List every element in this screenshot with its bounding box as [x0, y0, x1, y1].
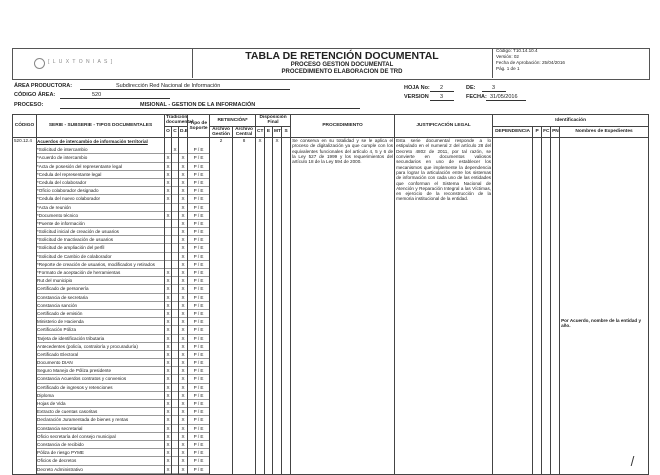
col-d: D.E: [179, 126, 188, 138]
col-tipo-soporte: Tipo de Soporte: [188, 115, 210, 138]
mark-cell: [172, 425, 178, 433]
mark-cell: P / E: [188, 408, 209, 416]
mark-cell: X: [165, 163, 171, 171]
tipo-documental-item: Ministerio de Hacienda: [37, 318, 164, 326]
mark-cell: [172, 359, 178, 367]
mark-cell: X: [179, 228, 187, 236]
tipo-documental-item: Certificado Electoral: [37, 351, 164, 359]
mark-cell: P / E: [188, 163, 209, 171]
mark-cell: P / E: [188, 433, 209, 441]
mark-cell: X: [179, 261, 187, 269]
cell-nombres: Por Acuerdo, nombre de la entidad y año.: [560, 138, 649, 475]
mark-cell: X: [165, 449, 171, 457]
mark-cell: X: [179, 171, 187, 179]
mark-cell: [172, 335, 178, 343]
cell-mt: X: [273, 138, 282, 475]
cell-archivo-gestion: 2: [210, 138, 233, 475]
mark-cell: [172, 212, 178, 220]
cell-pn: [551, 138, 560, 475]
mark-cell: X: [179, 285, 187, 293]
tipo-documental-item: Documento DIAN: [37, 359, 164, 367]
tipo-documental-item: Declaración Juramentada de bienes y rentas: [37, 416, 164, 424]
tipo-documental-item: *Puente de información: [37, 220, 164, 228]
mark-cell: X: [165, 343, 171, 351]
document-title: TABLA DE RETENCIÓN DOCUMENTAL: [245, 50, 439, 62]
mark-cell: [172, 244, 178, 252]
col-codigo: CÓDIGO: [13, 115, 37, 138]
tipo-documental-item: *Documento técnico: [37, 212, 164, 220]
tipo-documental-item: *Cedula del nuevo colaborador: [37, 195, 164, 203]
mark-cell: X: [165, 318, 171, 326]
mark-cell: X: [179, 179, 187, 187]
mark-cell: X: [165, 179, 171, 187]
mark-cell: P / E: [188, 146, 209, 154]
codigo-underline: [60, 98, 170, 99]
cell-procedimiento: Se conserva en su totalidad y se le aplica el proceso de digitalización ya que cumple con los equivalentes funcionales del artículo 4, 5 y 6 de la Ley 527 de 1999 y los requerimientos del artículo 18 de la Ley 594 de 2000.: [291, 138, 395, 475]
col-disposicion: Disposición Final: [256, 115, 291, 127]
col-mt: MT: [273, 126, 282, 138]
mark-cell: [179, 146, 187, 154]
cell-s: [282, 138, 291, 475]
mark-cell: X: [165, 154, 171, 162]
mark-cell: [165, 228, 171, 236]
tipo-documental-item: Rut del municipio: [37, 277, 164, 285]
logo-text: [ L U X T O N I A S ]: [48, 59, 114, 65]
mark-cell: X: [179, 163, 187, 171]
col-s: S: [282, 126, 291, 138]
tipo-documental-item: *Formato de aceptación de herramientas: [37, 269, 164, 277]
tipo-documental-item: Certificado de personería: [37, 285, 164, 293]
mark-cell: [172, 163, 178, 171]
document-subtitle-process: PROCESO GESTION DOCUMENTAL: [290, 62, 394, 68]
tipo-documental-item: *Solicitud de Cambio de colaborador: [37, 253, 164, 261]
mark-cell: [172, 261, 178, 269]
mark-cell: [172, 179, 178, 187]
tipos-documentales-list: [37, 146, 164, 474]
mark-cell: [172, 220, 178, 228]
mark-cell: [172, 343, 178, 351]
mark-cell: P / E: [188, 343, 209, 351]
mark-cell: [165, 146, 171, 154]
tipo-documental-item: *Solicitud de intercambio: [37, 146, 164, 154]
mark-cell: [165, 236, 171, 244]
mark-cell: X: [172, 146, 178, 154]
mark-cell: [165, 244, 171, 252]
mark-cell: X: [179, 244, 187, 252]
mark-cell: X: [179, 466, 187, 474]
mark-cell: P / E: [188, 294, 209, 302]
tipo-documental-item: *Oficio colaborador designado: [37, 187, 164, 195]
mark-cell: P / E: [188, 212, 209, 220]
mark-cell: P / E: [188, 261, 209, 269]
mark-cell: X: [179, 425, 187, 433]
mark-cell: P / E: [188, 179, 209, 187]
meta-code: Código: T10.14.10.4: [496, 48, 538, 53]
tipo-documental-item: Oficios de decretos: [37, 457, 164, 465]
mark-cell: P / E: [188, 277, 209, 285]
mark-cell: X: [165, 310, 171, 318]
tipo-documental-item: *Acuerdo de intercambio: [37, 154, 164, 162]
mark-cell: X: [179, 335, 187, 343]
mark-cell: [172, 253, 178, 261]
tipo-documental-item: Oficio secretaría del consejo municipal: [37, 433, 164, 441]
cell-dependencia: [493, 138, 533, 475]
mark-cell: X: [165, 335, 171, 343]
mark-cell: [172, 367, 178, 375]
mark-cell: X: [179, 310, 187, 318]
mark-cell: X: [165, 384, 171, 392]
mark-cell: X: [165, 457, 171, 465]
meta-approval-date: Fecha de Aprobación: 25/04/2016: [496, 60, 565, 65]
tipo-documental-item: Constancia de recibido: [37, 441, 164, 449]
version-label: VERSION: [404, 94, 429, 100]
mark-cell: P / E: [188, 236, 209, 244]
mark-cell: X: [165, 302, 171, 310]
col-retencion: RETENCIÓN*: [210, 115, 256, 127]
mark-cell: X: [179, 457, 187, 465]
mark-cell: X: [179, 212, 187, 220]
mark-cell: P / E: [188, 326, 209, 334]
col-archivo-central: Archivo Central: [233, 126, 256, 138]
mark-cell: X: [179, 195, 187, 203]
mark-cell: [172, 310, 178, 318]
mark-cell: X: [165, 277, 171, 285]
mark-cell: X: [165, 187, 171, 195]
tipo-documental-item: Antecedentes (policía, contraloría y procuraduría): [37, 343, 164, 351]
de-underline: [482, 91, 506, 92]
mark-cell: P / E: [188, 359, 209, 367]
mark-cell: X: [179, 416, 187, 424]
mark-cell: X: [179, 400, 187, 408]
mark-cell: X: [179, 343, 187, 351]
mark-cell: [172, 457, 178, 465]
tipo-documental-item: Certificado de ingresos y retenciones: [37, 384, 164, 392]
mark-cell: X: [165, 285, 171, 293]
mark-cell: P / E: [188, 269, 209, 277]
mark-cell: P / E: [188, 351, 209, 359]
tipo-documental-item: Constancia secretarial: [37, 425, 164, 433]
mark-cell: P / E: [188, 457, 209, 465]
col-pn: PN: [551, 126, 560, 138]
mark-cell: X: [179, 302, 187, 310]
cell-p: [533, 138, 542, 475]
mark-cell: X: [165, 351, 171, 359]
mark-cell: X: [165, 416, 171, 424]
hoja-underline: [430, 91, 454, 92]
mark-cell: [172, 392, 178, 400]
mark-cell: X: [165, 375, 171, 383]
mark-cell: [172, 441, 178, 449]
proceso-label: PROCESO:: [14, 102, 44, 108]
mark-cell: P / E: [188, 367, 209, 375]
mark-cell: X: [165, 400, 171, 408]
col-e: E: [265, 126, 273, 138]
logo-area: [12, 48, 193, 78]
meta-page: Pág. 1 de 1: [496, 66, 520, 71]
tipo-documental-item: *Reporte de creación de usuarios, modificados y retirados: [37, 261, 164, 269]
tipo-documental-item: *Solicitud inicial de creación de usuarios: [37, 228, 164, 236]
mark-cell: P / E: [188, 335, 209, 343]
mark-cell: X: [179, 187, 187, 195]
proceso-value: MISIONAL - GESTION DE LA INFORMACIÓN: [140, 102, 256, 108]
mark-cell: P / E: [188, 204, 209, 212]
mark-cell: [172, 466, 178, 474]
mark-cell: P / E: [188, 285, 209, 293]
mark-cell: [172, 195, 178, 203]
mark-cell: [172, 285, 178, 293]
tipo-documental-item: *Acta de posesión del representante legal: [37, 163, 164, 171]
mark-cell: P / E: [188, 449, 209, 457]
tipo-documental-item: Extracto de cuentas casoritas: [37, 408, 164, 416]
mark-cell: [172, 294, 178, 302]
codigo-area-label: CÓDIGO ÁREA:: [14, 92, 56, 98]
document-subtitle-procedure: PROCEDIMIENTO ELABORACION DE TRD: [281, 69, 403, 75]
mark-cell: X: [165, 359, 171, 367]
tipo-documental-item: *Cedula del colaborador: [37, 179, 164, 187]
mark-cell: P / E: [188, 154, 209, 162]
col-procedimiento: PROCEDIMIENTO: [291, 115, 395, 138]
mark-cell: X: [179, 375, 187, 383]
mark-cell: P / E: [188, 310, 209, 318]
c-marks: [172, 146, 178, 474]
mark-cell: X: [165, 171, 171, 179]
mark-cell: X: [179, 294, 187, 302]
retention-table: [12, 114, 649, 475]
mark-cell: [165, 261, 171, 269]
mark-cell: X: [179, 318, 187, 326]
cell-archivo-central: 8: [233, 138, 256, 475]
mark-cell: [172, 187, 178, 195]
mark-cell: X: [179, 359, 187, 367]
mark-cell: P / E: [188, 171, 209, 179]
serie-title: Acuerdos de intercambio de información territorial: [37, 139, 148, 145]
tipo-documental-item: Seguro Manejo de Póliza presidente: [37, 367, 164, 375]
seal-icon: [34, 58, 45, 69]
mark-cell: P / E: [188, 228, 209, 236]
mark-cell: P / E: [188, 244, 209, 252]
tipo-documental-item: Certificación Póliza: [37, 326, 164, 334]
mark-cell: X: [179, 367, 187, 375]
cell-fc: [542, 138, 551, 475]
mark-cell: P / E: [188, 466, 209, 474]
mark-cell: X: [179, 220, 187, 228]
mark-cell: [165, 220, 171, 228]
mark-cell: P / E: [188, 384, 209, 392]
mark-cell: X: [179, 433, 187, 441]
mark-cell: X: [165, 195, 171, 203]
fecha-label: FECHA:: [466, 94, 487, 100]
soporte-marks: [188, 146, 209, 474]
mark-cell: [172, 171, 178, 179]
mark-cell: P / E: [188, 195, 209, 203]
tipo-documental-item: *Solicitud de Inactivación de usuarios: [37, 236, 164, 244]
mark-cell: X: [179, 408, 187, 416]
mark-cell: [172, 449, 178, 457]
tipo-documental-item: Póliza de riesgo PYME: [37, 449, 164, 457]
mark-cell: X: [179, 269, 187, 277]
mark-cell: X: [165, 367, 171, 375]
mark-cell: X: [165, 441, 171, 449]
mark-cell: [172, 400, 178, 408]
mark-cell: X: [165, 294, 171, 302]
mark-cell: X: [165, 392, 171, 400]
mark-cell: [172, 236, 178, 244]
cell-justificacion: Esta serie documental responde a lo estipulado en el numeral 2 del artículo 28 del Decreto 4802 de 2011, por tal razón, se convierte en documentos valiosos secundarios en uno de establecer los mecanismos que implemente la dependencia para lograr la articulación entre los sistemas de información con cada uno de las entidades que conforman el Sistema Nacional de Atención y Reparación Integral a las Víctimas, en ejercicio de la reconstrucción de la memoria institucional de la entidad.: [395, 138, 493, 475]
hoja-label: HOJA No:: [404, 85, 430, 91]
mark-cell: X: [179, 253, 187, 261]
mark-cell: [172, 228, 178, 236]
mark-cell: [165, 253, 171, 261]
mark-cell: [172, 433, 178, 441]
col-tradicion: Tradición documental: [166, 115, 193, 126]
col-serie: SERIE - SUBSERIE - TIPOS DOCUMENTALES: [37, 115, 165, 138]
area-underline: [80, 89, 290, 90]
o-marks: [165, 146, 171, 474]
mark-cell: [172, 351, 178, 359]
tipo-documental-item: Constancia de secretaria: [37, 294, 164, 302]
mark-cell: X: [179, 449, 187, 457]
tipo-documental-item: *Solicitud de ampliación del perfil: [37, 244, 164, 252]
fecha-underline: [486, 100, 526, 101]
mark-cell: X: [165, 433, 171, 441]
de-value: 3: [492, 85, 496, 91]
tipo-documental-item: Diploma: [37, 392, 164, 400]
tipo-documental-item: Certificado de emisión: [37, 310, 164, 318]
tipo-documental-item: Hojas de Vida: [37, 400, 164, 408]
mark-cell: [172, 154, 178, 162]
hoja-value: 2: [440, 85, 444, 91]
col-nombres: Nombres de Expedientes: [560, 126, 649, 138]
area-label: ÁREA PRODUCTORA:: [14, 83, 73, 89]
mark-cell: X: [165, 408, 171, 416]
mark-cell: P / E: [188, 302, 209, 310]
mark-cell: X: [165, 425, 171, 433]
meta-version: Versión: 02: [496, 54, 519, 59]
col-c: C: [172, 126, 179, 138]
mark-cell: [172, 416, 178, 424]
col-archivo-gestion: Archivo Gestión: [210, 126, 233, 138]
mark-cell: [165, 204, 171, 212]
mark-cell: X: [165, 466, 171, 474]
tipo-documental-item: Decreto Administrativo: [37, 466, 164, 474]
col-dependencia: DEPENDENCIA: [493, 126, 533, 138]
mark-cell: X: [179, 441, 187, 449]
col-o: O: [165, 126, 172, 138]
mark-cell: X: [179, 351, 187, 359]
mark-cell: P / E: [188, 318, 209, 326]
cell-e: [265, 138, 273, 475]
mark-cell: X: [165, 269, 171, 277]
tipo-documental-item: *Acta de reunión: [37, 204, 164, 212]
mark-cell: [172, 408, 178, 416]
mark-cell: [172, 277, 178, 285]
mark-cell: X: [179, 236, 187, 244]
tipo-documental-item: Constancia sanción: [37, 302, 164, 310]
de-label: DE:: [466, 85, 476, 91]
codigo-area-value: 520: [92, 92, 102, 98]
mark-cell: X: [165, 326, 171, 334]
mark-cell: X: [179, 326, 187, 334]
col-ct: CT: [256, 126, 265, 138]
mark-cell: P / E: [188, 253, 209, 261]
mark-cell: P / E: [188, 425, 209, 433]
tipo-documental-item: Tarjeta de identificación tributaria: [37, 335, 164, 343]
mark-cell: [172, 318, 178, 326]
cell-codigo: 520.12.4: [13, 138, 37, 475]
mark-cell: [172, 269, 178, 277]
mark-cell: [172, 204, 178, 212]
mark-cell: P / E: [188, 400, 209, 408]
fecha-value: 31/05/2016: [490, 94, 518, 100]
col-fc: FC: [542, 126, 551, 138]
mark-cell: X: [179, 277, 187, 285]
mark-cell: P / E: [188, 416, 209, 424]
mark-cell: X: [179, 154, 187, 162]
d-marks: [179, 146, 187, 474]
col-identificacion: Identificación: [493, 115, 649, 127]
cell-ct: X: [256, 138, 265, 475]
mark-cell: X: [179, 204, 187, 212]
tipo-documental-item: *Cedula del representante legal: [37, 171, 164, 179]
version-value: 3: [440, 94, 444, 100]
mark-cell: X: [179, 384, 187, 392]
mark-cell: P / E: [188, 220, 209, 228]
mark-cell: P / E: [188, 441, 209, 449]
mark-cell: [172, 326, 178, 334]
mark-cell: P / E: [188, 392, 209, 400]
mark-cell: P / E: [188, 187, 209, 195]
proceso-underline: [60, 108, 360, 109]
document-meta: [492, 48, 649, 78]
mark-cell: P / E: [188, 375, 209, 383]
mark-cell: X: [179, 392, 187, 400]
mark-cell: [172, 384, 178, 392]
col-p: P: [533, 126, 542, 138]
mark-cell: [172, 375, 178, 383]
area-value: Subdirección Red Nacional de Información: [116, 83, 221, 89]
version-underline: [430, 100, 454, 101]
tipo-documental-item: Constancia Acuerdos contratos y convenios: [37, 375, 164, 383]
mark-cell: X: [165, 212, 171, 220]
col-justificacion: JUSTIFICACIÓN LEGAL: [395, 115, 493, 138]
mark-cell: [172, 302, 178, 310]
